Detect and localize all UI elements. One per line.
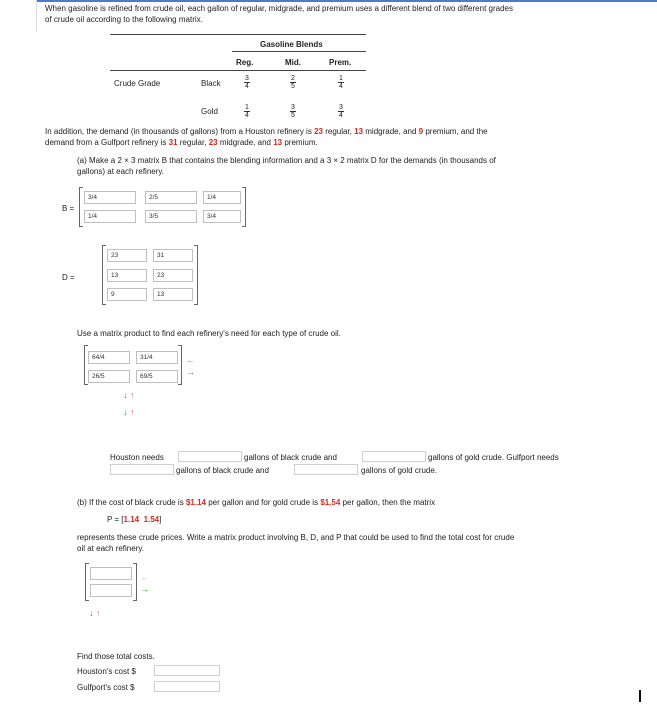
matrix-b-label: B = [62, 204, 75, 213]
d-cell-r2c2[interactable]: 23 [153, 269, 193, 282]
intro-line-2: of crude oil according to the following matrix. [45, 15, 203, 24]
matrix-b-left-bracket [79, 187, 83, 227]
houston-black-input[interactable] [178, 451, 242, 462]
matrix-b-right-bracket [242, 187, 246, 227]
houston-gold-input[interactable] [362, 451, 426, 462]
expr-left-bracket [85, 563, 89, 601]
gal-black-and-label-2: gallons of black crude and [176, 466, 269, 475]
d-cell-r1c2[interactable]: 31 [153, 249, 193, 262]
product-cell-r1c2[interactable]: 31/4 [136, 351, 178, 364]
expr-remove-row-icon[interactable]: ↑ [96, 608, 101, 618]
remove-row-icon[interactable]: ↑ [130, 390, 135, 400]
part-b-line-1: (b) If the cost of black crude is $1.14 per gallon and for gold crude is $1.54 per gallon, then the matrix [77, 498, 436, 507]
expr-cell-1[interactable] [90, 567, 132, 580]
product-prompt: Use a matrix product to find each refinery's need for each type of crude oil. [77, 329, 341, 338]
frac-gold-prem: $\frac{3}{4}$ [339, 104, 343, 119]
d-cell-r3c2[interactable]: 13 [153, 288, 193, 301]
product-cell-r2c1[interactable]: 26/5 [88, 370, 130, 383]
expr-add-row-icon[interactable]: ↓ [89, 608, 94, 618]
b-cell-r2c3[interactable]: 3/4 [203, 210, 241, 223]
gulfport-black-input[interactable] [110, 464, 174, 475]
find-costs-label: Find those total costs. [77, 652, 155, 661]
table-header-rule-1 [232, 51, 366, 52]
gulfport-cost-input[interactable] [154, 681, 220, 692]
part-a-line-2: gallons) at each refinery. [77, 167, 165, 176]
product-cell-r2c2[interactable]: 69/5 [136, 370, 178, 383]
row-black-label: Black [201, 79, 221, 88]
b-cell-r1c3[interactable]: 1/4 [203, 191, 241, 204]
frac-gold-mid: $\frac{3}{5}$ [291, 104, 295, 119]
gal-gold-end-label: gallons of gold crude. [361, 466, 438, 475]
table-title: Gasoline Blends [260, 40, 323, 49]
text-cursor [639, 690, 641, 702]
houston-cost-input[interactable] [154, 665, 220, 676]
b-cell-r1c1[interactable]: 3/4 [84, 191, 136, 204]
remove-row-icon-2[interactable]: ↑ [130, 407, 135, 417]
part-a-line-1: (a) Make a 2 × 3 matrix B that contains the blending information and a 3 × 2 matrix D for the demands (in thousands of [77, 156, 496, 165]
top-accent-bar [36, 0, 657, 2]
add-column-icon[interactable]: → [186, 367, 195, 377]
matrix-d-left-bracket [102, 245, 106, 305]
part-b-line-2: represents these crude prices. Write a matrix product involving B, D, and P that could be used to find the total cost for crude [77, 533, 515, 542]
frac-black-mid: $\frac{2}{5}$ [291, 75, 295, 90]
col-reg: Reg. [236, 58, 254, 67]
frac-black-prem: $\frac{1}{4}$ [339, 75, 343, 90]
d-cell-r2c1[interactable]: 13 [107, 269, 147, 282]
demand-line-2: demand from a Gulfport refinery is 31 regular, 23 midgrade, and 13 premium. [45, 138, 318, 147]
left-border [36, 0, 37, 32]
table-header-rule-2 [110, 70, 366, 71]
remove-column-icon[interactable]: ← [186, 355, 195, 365]
add-row-icon[interactable]: ↓ [123, 390, 128, 400]
gal-black-and-label: gallons of black crude and [244, 453, 337, 462]
row-gold-label: Gold [201, 107, 218, 116]
demand-line-1: In addition, the demand (in thousands of gallons) from a Houston refinery is 23 regular, 13 midgrade, and 9 premium, and the [45, 127, 488, 136]
add-row-icon-2[interactable]: ↓ [123, 407, 128, 417]
d-cell-r1c1[interactable]: 23 [107, 249, 147, 262]
frac-gold-reg: $\frac{1}{4}$ [245, 104, 249, 119]
product-cell-r1c1[interactable]: 64/4 [88, 351, 130, 364]
product-right-bracket [178, 345, 182, 385]
table-top-rule [110, 34, 366, 35]
intro-line-1: When gasoline is refined from crude oil, each gallon of regular, midgrade, and premium uses a different blend of two different grades [45, 4, 513, 13]
price-matrix: P = [1.14 1.54] [107, 515, 162, 524]
expr-remove-column-icon[interactable]: ← [140, 572, 149, 582]
matrix-d-right-bracket [194, 245, 198, 305]
gal-gold-gulfport-label: gallons of gold crude. Gulfport needs [428, 453, 559, 462]
gulfport-gold-input[interactable] [294, 464, 358, 475]
frac-black-reg: $\frac{3}{4}$ [245, 75, 249, 90]
col-mid: Mid. [285, 58, 301, 67]
expr-cell-2[interactable] [90, 584, 132, 597]
expr-add-column-icon[interactable]: → [140, 584, 149, 594]
d-cell-r3c1[interactable]: 9 [107, 288, 147, 301]
row-group-label: Crude Grade [114, 79, 161, 88]
b-cell-r2c1[interactable]: 1/4 [84, 210, 136, 223]
gulfport-cost-label: Gulfport's cost $ [77, 683, 135, 692]
expr-right-bracket [133, 563, 137, 601]
b-cell-r1c2[interactable]: 2/5 [145, 191, 197, 204]
col-prem: Prem. [329, 58, 352, 67]
part-b-line-3: oil at each refinery. [77, 544, 144, 553]
matrix-d-label: D = [62, 273, 75, 282]
houston-needs-label: Houston needs [110, 453, 164, 462]
houston-cost-label: Houston's cost $ [77, 667, 136, 676]
b-cell-r2c2[interactable]: 3/5 [145, 210, 197, 223]
